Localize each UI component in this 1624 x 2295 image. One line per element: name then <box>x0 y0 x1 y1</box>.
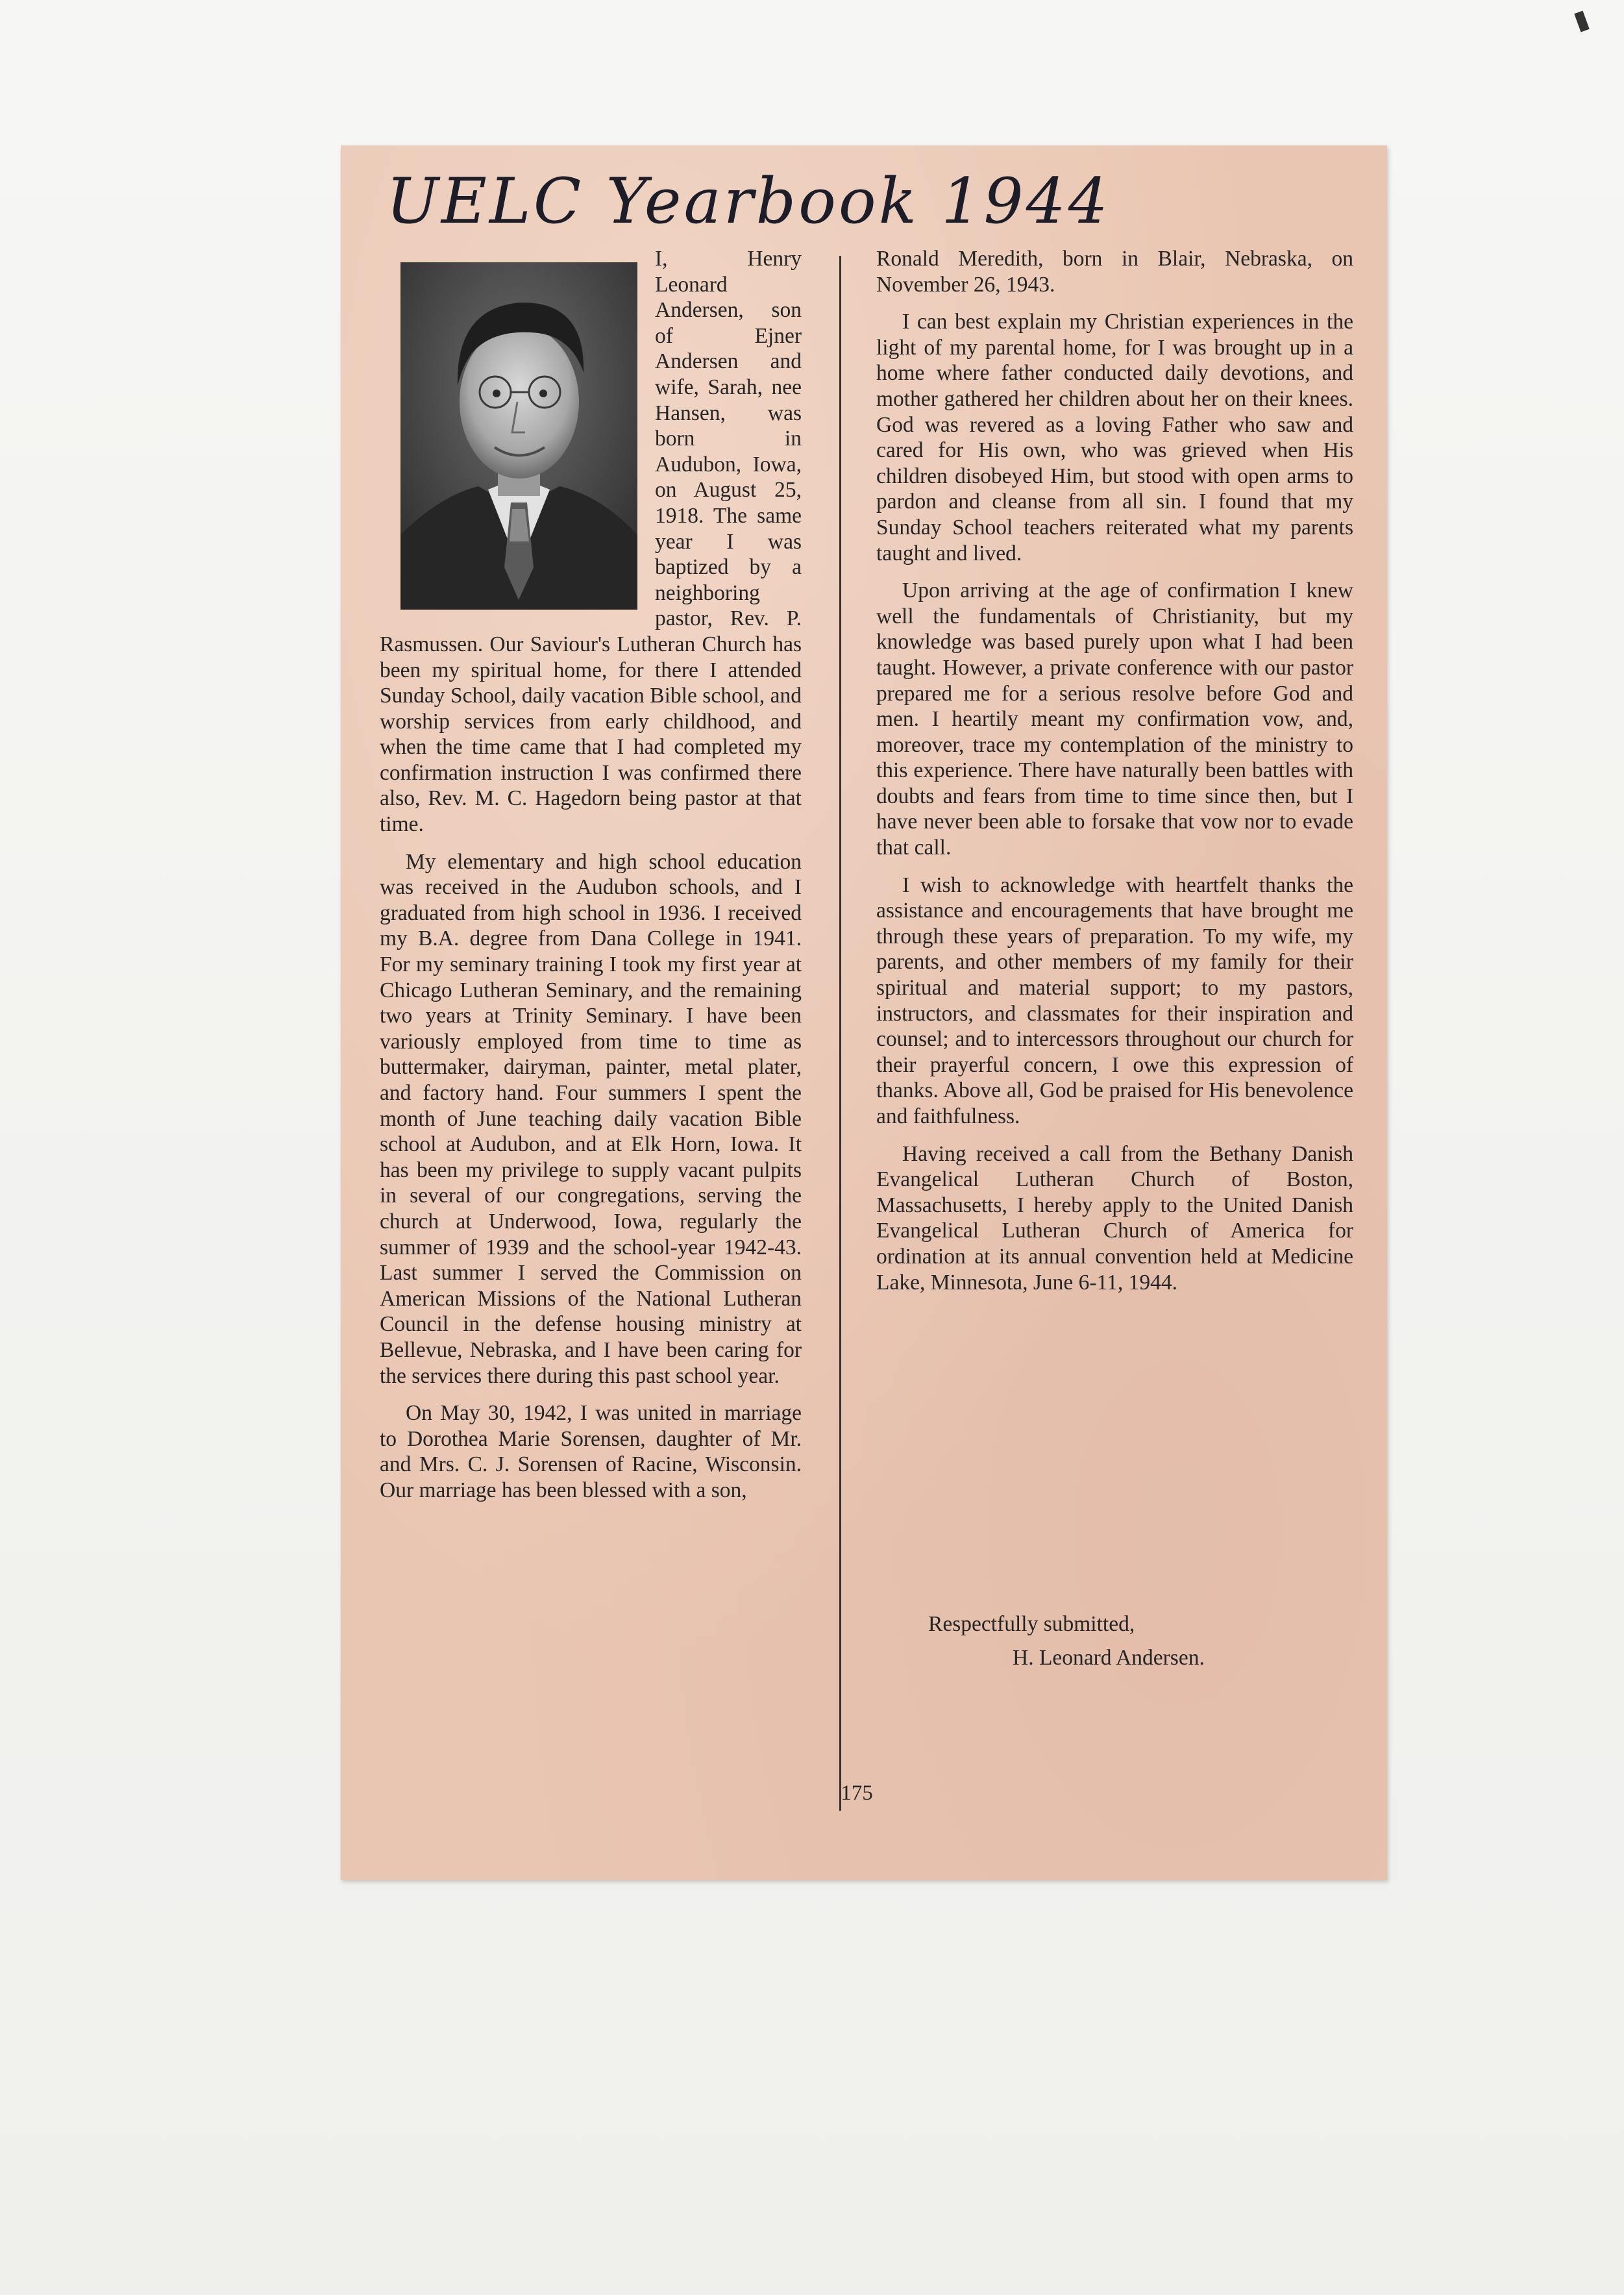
paragraph-son: Ronald Meredith, born in Blair, Nebraska, on November 26, 1943. <box>876 247 1353 297</box>
signoff-block <box>928 1607 1205 1675</box>
paragraph-call: Having received a call from the Bethany Danish Evangelical Lutheran Church of Boston, Massachusetts, I hereby apply to the United Danish Evangelical Lutheran Church of America for ordination at its annual convention held at Medicine Lake, Minnesota, June 6-11, 1944. <box>876 1141 1353 1295</box>
paragraph-acknowledgement: I wish to acknowledge with heartfelt thanks the assistance and encouragements that have brought me through these years of preparation. To my wife, my parents, and other members of my family for their spiritual and material support; to my pastors, instructors, and classmates for their inspiration and counsel; and to intercessors throughout our church for their prayerful concern, I owe this expression of thanks. Above all, God be praised for His benevolence and faithfulness. <box>876 873 1353 1128</box>
paragraph-christian-experience: I can best explain my Christian experiences in the light of my parental home, for I was brought up in a home where father conducted daily devotions, and mother gathered her children about her on their knees. God was revered as a loving Father who saw and cared for His own, who was grieved when His children disobeyed Him, but stood with open arms to pardon and cleanse from all sin. I found that my Sunday School teachers reiterated what my parents taught and lived. <box>876 310 1353 565</box>
paragraph-education: My elementary and high school education was received in the Audubon schools, and I graduated from high school in 1936. I received my B.A. degree from Dana College in 1941. For my seminary training I took my first year at Chicago Lutheran Seminary, and the remaining two years at Trinity Seminary. I have been variously employed from time to time as buttermaker, dairyman, painter, metal plater, and factory hand. Four summers I spent the month of June teaching daily vacation Bible school at Audubon, and at Elk Horn, Iowa. It has been my privilege to supply vacant pulpits in several of our congregations, serving the church at Underwood, Iowa, regularly the summer of 1939 and the school-year 1942-43. Last summer I served the Commission on American Missions of the National Lutheran Council in the defense housing ministry at Bellevue, Nebraska, and I have been caring for the services there during this past school year. <box>380 849 802 1388</box>
paragraph-biography: I, Henry Leonard Andersen, son of Ejner Andersen and wife, Sarah, nee Hansen, was born in Audubon, Iowa, on August 25, 1918. The same year I was baptized by a neighboring pastor, Rev. P. Rasmussen. Our Saviour's Lutheran Church has been my spiritual home, for there I attended Sunday School, daily vacation Bible school, and worship services from early childhood, and when the time came that I had completed my confirmation instruction I was confirmed there also, Rev. M. C. Hagedorn being pastor at that time. <box>380 247 802 837</box>
paragraph-confirmation: Upon arriving at the age of confirmation I knew well the fundamentals of Christianity, but my knowledge was based purely upon what I had been taught. However, a private conference with our pastor prepared me for a serious resolve before God and men. I heartily meant my confirmation vow, and, moreover, trace my contemplation of the ministry to this experience. There have naturally been battles with doubts and fears from time to time since then, but I have never been able to forsake that vow nor to evade that call. <box>876 578 1353 860</box>
closing-text: Respectfully submitted, <box>928 1612 1135 1636</box>
yearbook-clipping <box>341 145 1387 1880</box>
column-divider <box>839 256 841 1811</box>
photo-spacer <box>380 246 646 616</box>
article-right-column <box>876 246 1353 1307</box>
handwritten-annotation: UELC Yearbook 1944 <box>386 165 1111 238</box>
paragraph-marriage: On May 30, 1942, I was united in marriage to Dorothea Marie Sorensen, daughter of Mr. and Mrs. C. J. Sorensen of Racine, Wisconsin. Our marriage has been blessed with a son, <box>380 1401 802 1502</box>
signature-name: H. Leonard Andersen. <box>1013 1646 1205 1670</box>
page-number: 175 <box>841 1781 873 1805</box>
article-left-column <box>380 246 802 1515</box>
